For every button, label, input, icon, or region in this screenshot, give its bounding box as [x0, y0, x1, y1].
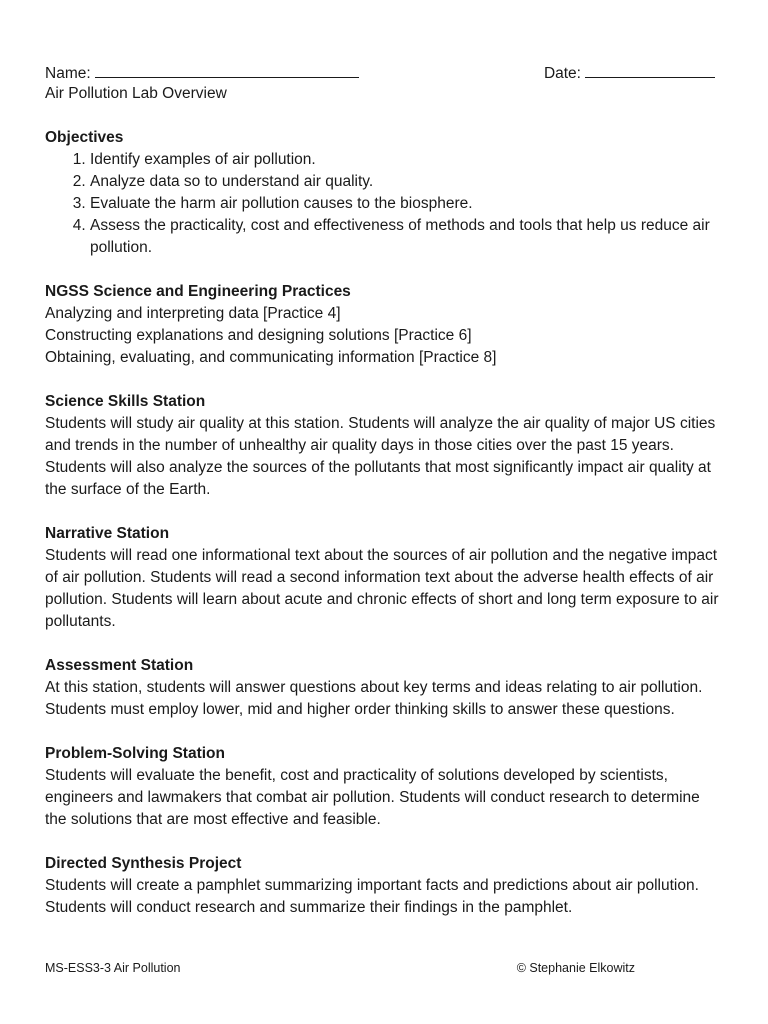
directed-synthesis-body: Students will create a pamphlet summarizing important facts and predictions about air pollution. Students will conduct research and summarize their findings in the pamphlet.	[45, 877, 699, 916]
footer-copyright: © Stephanie Elkowitz	[516, 961, 635, 975]
spacer	[45, 259, 725, 281]
spacer	[45, 633, 725, 655]
ngss-practice-line: Obtaining, evaluating, and communicating information [Practice 8]	[45, 349, 497, 366]
spacer	[45, 105, 725, 127]
page-footer	[45, 960, 635, 976]
objectives-list	[45, 149, 725, 259]
spacer	[45, 369, 725, 391]
name-blank-line	[95, 61, 359, 78]
objective-item: 4. Assess the practicality, cost and effectiveness of methods and tools that help us reduce air pollution.	[90, 215, 725, 259]
name-label: Name:	[45, 65, 91, 82]
narrative-body: Students will read one informational text about the sources of air pollution and the negative impact of air pollution. Students will read a second information text about the adverse health effects of air pollution. Students will learn about acute and chronic effects of short and long term exposure to air pollutants.	[45, 547, 719, 630]
header-row	[45, 61, 725, 83]
narrative-heading: Narrative Station	[45, 525, 170, 542]
assessment-body: At this station, students will answer questions about key terms and ideas relating to air pollution. Students must employ lower, mid and higher order thinking skills to answer these questions.	[45, 679, 703, 718]
problem-solving-body: Students will evaluate the benefit, cost and practicality of solutions developed by scientists, engineers and lawmakers that combat air pollution. Students will conduct research to determine the solutions that are most effective and feasible.	[45, 767, 700, 828]
spacer	[45, 501, 725, 523]
science-skills-heading: Science Skills Station	[45, 393, 206, 410]
document-title: Air Pollution Lab Overview	[45, 85, 227, 102]
objective-item: 3. Evaluate the harm air pollution causes to the biosphere.	[90, 193, 725, 215]
directed-synthesis-heading: Directed Synthesis Project	[45, 855, 242, 872]
document-page	[45, 61, 725, 919]
footer-standard: MS-ESS3-3 Air Pollution	[45, 961, 181, 975]
science-skills-body: Students will study air quality at this station. Students will analyze the air quality of major US cities and trends in the number of unhealthy air quality days in those cities over the past 15 years. Students will also analyze the sources of the pollutants that most significantly impact air quality at the surface of the Earth.	[45, 415, 716, 498]
objective-item: 1. Identify examples of air pollution.	[90, 149, 725, 171]
spacer	[45, 721, 725, 743]
date-field	[544, 61, 715, 83]
spacer	[45, 831, 725, 853]
ngss-practice-line: Constructing explanations and designing solutions [Practice 6]	[45, 327, 472, 344]
date-blank-line	[585, 61, 715, 78]
name-field	[45, 61, 359, 83]
ngss-heading: NGSS Science and Engineering Practices	[45, 283, 351, 300]
objective-item: 2. Analyze data so to understand air quality.	[90, 171, 725, 193]
objectives-heading: Objectives	[45, 129, 124, 146]
assessment-heading: Assessment Station	[45, 657, 194, 674]
ngss-practice-line: Analyzing and interpreting data [Practice 4]	[45, 305, 341, 322]
problem-solving-heading: Problem-Solving Station	[45, 745, 225, 762]
date-label: Date:	[543, 65, 581, 82]
